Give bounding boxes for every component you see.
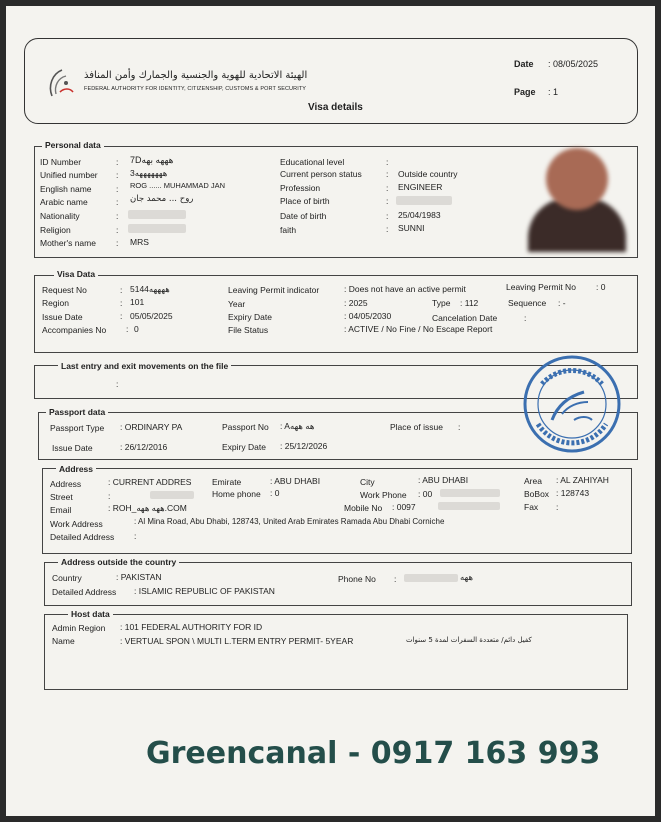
passport-no-label: Passport No: [222, 422, 269, 432]
mother-name-label: Mother's name: [40, 238, 96, 248]
admin-region-value: : 101 FEDERAL AUTHORITY FOR ID: [120, 622, 263, 632]
religion-label: Religion: [40, 225, 71, 235]
country-label: Country: [52, 573, 82, 583]
outside-detailed-address-label: Detailed Address: [52, 587, 117, 597]
outside-detailed-address-value: : ISLAMIC REPUBLIC OF PAKISTAN: [134, 586, 275, 596]
street-label: Street: [50, 492, 73, 502]
leaving-permit-no-label: Leaving Permit No: [506, 282, 576, 292]
phone-no-tail: ههه: [460, 572, 473, 582]
place-of-issue-label: Place of issue: [390, 422, 443, 432]
passport-data-title: Passport data: [46, 407, 108, 417]
person-photo-redacted: [522, 140, 632, 252]
phone-no-label: Phone No: [338, 574, 376, 584]
work-address-label: Work Address: [50, 519, 103, 529]
official-stamp-icon: [522, 354, 622, 454]
cancelation-date-value: :: [524, 313, 527, 323]
place-of-birth-redacted: [396, 196, 452, 205]
mobile-no-value: : 0097: [392, 502, 416, 512]
accompanies-value: 0: [134, 324, 139, 334]
city-value: : ABU DHABI: [418, 475, 469, 485]
region-label: Region: [42, 298, 69, 308]
authority-arabic-title: الهيئة الاتحادية للهوية والجنسية والجمارك وأمن المنافذ: [84, 70, 308, 81]
faith-value: SUNNI: [398, 223, 425, 233]
place-of-birth-label: Place of birth: [280, 196, 330, 206]
personal-data-title: Personal data: [42, 140, 104, 150]
current-status-value: Outside country: [398, 169, 458, 179]
year-value: : 2025: [344, 298, 368, 308]
english-name-value: ROG ...... MUHAMMAD JAN: [130, 181, 226, 190]
phone-redacted: [404, 574, 458, 582]
passport-type-label: Passport Type: [50, 423, 105, 433]
phone-no-value: :: [394, 574, 397, 584]
type-value: : 112: [460, 298, 479, 308]
cancelation-date-label: Cancelation Date: [432, 313, 498, 323]
nationality-redacted: [128, 210, 186, 219]
home-phone-value: : 0: [270, 488, 280, 498]
passport-issue-date-label: Issue Date: [52, 443, 93, 453]
unified-number-label: Unified number: [40, 170, 98, 180]
area-label: Area: [524, 476, 542, 486]
emirate-label: Emirate: [212, 477, 242, 487]
authority-logo-icon: [46, 66, 76, 100]
address-outside-title: Address outside the country: [58, 557, 179, 567]
city-label: City: [360, 477, 375, 487]
unified-number-value: 3هههههههه: [130, 168, 168, 178]
passport-no-value: : Aهه ههه: [280, 421, 315, 431]
sequence-label: Sequence: [508, 298, 547, 308]
date-of-birth-label: Date of birth: [280, 211, 327, 221]
visa-expiry-date-label: Expiry Date: [228, 312, 272, 322]
mobile-no-label: Mobile No: [344, 503, 383, 513]
bobox-label: BoBox: [524, 489, 550, 499]
fax-value: :: [556, 502, 559, 512]
leaving-permit-no-value: : 0: [596, 282, 606, 292]
address-outside-section: [44, 562, 632, 606]
request-no-label: Request No: [42, 285, 87, 295]
watermark-text: Greencanal - 0917 163 993: [146, 736, 601, 771]
passport-expiry-date-label: Expiry Date: [222, 442, 266, 452]
region-value: 101: [130, 297, 145, 307]
host-name-value: : VERTUAL SPON \ MULTI L.TERM ENTRY PERMIT- 5YEAR: [120, 636, 354, 646]
visa-expiry-date-value: : 04/05/2030: [344, 311, 392, 321]
bobox-value: : 128743: [556, 488, 590, 498]
home-phone-label: Home phone: [212, 489, 261, 499]
profession-label: Profession: [280, 183, 321, 193]
host-data-title: Host data: [68, 609, 113, 619]
address-label: Address: [50, 479, 82, 489]
passport-expiry-date-value: : 25/12/2026: [280, 441, 328, 451]
work-address-value: : Al Mina Road, Abu Dhabi, 128743, United Arab Emirates Ramada Abu Dhabi Corniche: [134, 517, 445, 526]
address-value: : CURRENT ADDRES: [108, 477, 192, 487]
host-name-arabic: كفيل دائم/ متعددة السفرات لمدة 5 سنوات: [406, 636, 532, 644]
visa-issue-date-value: 05/05/2025: [130, 311, 173, 321]
address-title: Address: [56, 464, 96, 474]
work-phone-redacted: [440, 489, 500, 497]
file-status-value: : ACTIVE / No Fine / No Escape Report: [344, 324, 493, 334]
place-of-issue-value: :: [458, 422, 461, 432]
host-name-label: Name: [52, 636, 75, 646]
arabic-name-value: روح ... محمد جان: [130, 194, 194, 204]
detailed-address-label: Detailed Address: [50, 532, 115, 542]
date-label: Date: [514, 59, 534, 69]
work-phone-value: : 00: [418, 489, 433, 499]
english-name-label: English name: [40, 184, 92, 194]
street-redacted: [150, 491, 194, 499]
faith-label: faith: [280, 225, 297, 235]
id-number-label: ID Number: [40, 157, 82, 167]
religion-redacted: [128, 224, 186, 233]
work-phone-label: Work Phone: [360, 490, 407, 500]
sequence-value: : -: [558, 298, 566, 308]
passport-issue-date-value: : 26/12/2016: [120, 442, 168, 452]
movements-value: :: [116, 379, 119, 389]
date-value: : 08/05/2025: [548, 59, 599, 69]
country-value: : PAKISTAN: [116, 572, 162, 582]
admin-region-label: Admin Region: [52, 623, 106, 633]
accompanies-label: Accompanies No: [42, 325, 107, 335]
mother-name-value: MRS: [130, 237, 149, 247]
email-value: : ROH_ههه ههه.COM: [108, 503, 187, 513]
year-label: Year: [228, 299, 246, 309]
educational-level-label: Educational level: [280, 157, 345, 167]
authority-english-title: FEDERAL AUTHORITY FOR IDENTITY, CITIZENSHIP, CUSTOMS & PORT SECURITY: [84, 86, 307, 92]
passport-type-value: : ORDINARY PA: [120, 422, 183, 432]
date-of-birth-value: 25/04/1983: [398, 210, 441, 220]
visa-data-title: Visa Data: [54, 269, 98, 279]
mobile-redacted: [438, 502, 500, 510]
leaving-permit-indicator-label: Leaving Permit indicator: [228, 285, 320, 295]
fax-label: Fax: [524, 502, 539, 512]
area-value: : AL ZAHIYAH: [556, 475, 609, 485]
visa-issue-date-label: Issue Date: [42, 312, 83, 322]
page-title: Visa details: [308, 102, 363, 113]
page-label: Page: [514, 87, 536, 97]
request-no-value: 5144ههههه: [130, 284, 170, 294]
email-label: Email: [50, 505, 72, 515]
leaving-permit-indicator-value: : Does not have an active permit: [344, 284, 466, 294]
id-number-value: 7Dهههه بهه: [130, 155, 174, 165]
type-label: Type: [432, 298, 451, 308]
arabic-name-label: Arabic name: [40, 197, 88, 207]
movements-title: Last entry and exit movements on the file: [58, 361, 231, 371]
nationality-label: Nationality: [40, 211, 80, 221]
page-value: : 1: [548, 87, 559, 97]
profession-value: ENGINEER: [398, 182, 443, 192]
current-status-label: Current person status: [280, 169, 362, 179]
emirate-value: : ABU DHABI: [270, 476, 321, 486]
file-status-label: File Status: [228, 325, 269, 335]
detailed-address-value: :: [134, 531, 137, 541]
